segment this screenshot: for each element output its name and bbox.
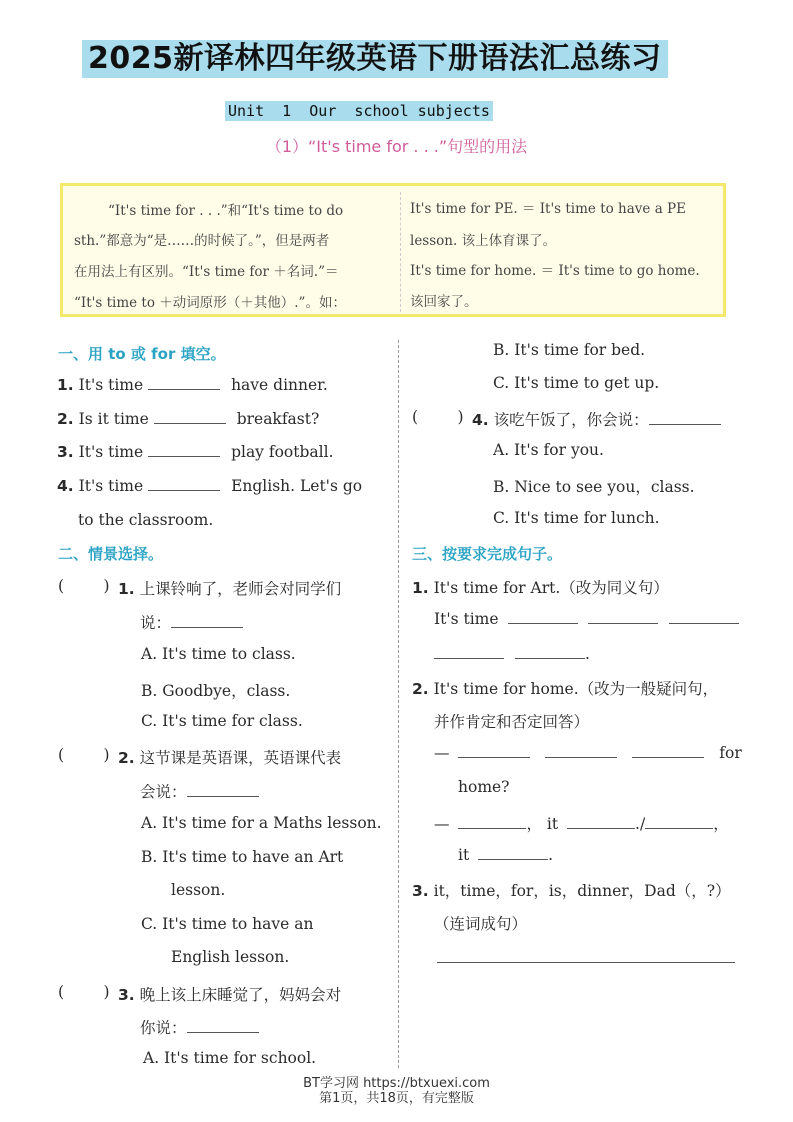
answer-blank[interactable] xyxy=(649,412,721,425)
answer-word: it xyxy=(458,846,470,864)
answer-blank[interactable] xyxy=(187,784,259,797)
answer-blank[interactable] xyxy=(187,1020,259,1033)
punctuation: ， xyxy=(713,815,729,833)
stem-text: 该吃午饭了，你会说： xyxy=(493,411,649,429)
grammar-subtitle: （1）“It's time for . . .”句型的用法 xyxy=(265,137,528,156)
note-left-line: “It's time to ＋动词原形（＋其他）.”。如： xyxy=(74,295,346,311)
answer-line xyxy=(434,812,729,834)
answer-word: it xyxy=(546,815,559,833)
footer-site: BT学习网 https://btxuexi.com xyxy=(303,1076,490,1091)
answer-blank[interactable] xyxy=(148,377,220,390)
reorder-question xyxy=(412,879,731,901)
option-c[interactable]: C. It's time for lunch. xyxy=(493,509,660,527)
option-b[interactable]: B. Nice to see you，class. xyxy=(493,478,695,496)
punctuation: . xyxy=(548,846,554,864)
answer-blank[interactable] xyxy=(458,816,526,829)
note-left-line: 在用法上有区别。“It's time for ＋名词.”＝ xyxy=(74,264,339,280)
answer-paren[interactable]: ( ) xyxy=(58,746,110,764)
answer-paren[interactable]: ( ) xyxy=(58,577,110,595)
answer-blank[interactable] xyxy=(669,611,739,624)
note-right-line: It's time for home. ＝ It's time to go home. xyxy=(410,263,700,279)
fill-in-item xyxy=(57,443,334,461)
choice-question-stem xyxy=(472,408,721,430)
answer-blank[interactable] xyxy=(458,745,530,758)
option-c-cont: English lesson. xyxy=(171,948,290,966)
unit-heading: Unit 1 Our school subjects xyxy=(225,101,493,121)
answer-line xyxy=(434,645,590,663)
note-left-line: sth.”都意为“是……的时候了。”，但是两者 xyxy=(74,233,330,249)
answer-blank[interactable] xyxy=(588,611,658,624)
dash: — xyxy=(434,815,450,833)
answer-blank[interactable] xyxy=(148,444,220,457)
item-number: 3. xyxy=(118,986,135,1004)
item-number: 1. xyxy=(118,580,135,598)
item-number: 3. xyxy=(412,882,429,900)
footer-page-info: 第1页，共18页，有完整版 xyxy=(319,1091,474,1106)
option-b-cont: lesson. xyxy=(171,881,226,899)
item-number: 2. xyxy=(57,410,74,428)
item-text: It's time xyxy=(78,477,144,495)
option-c[interactable]: C. It's time for class. xyxy=(141,712,303,730)
fill-in-item xyxy=(57,477,362,495)
choice-question-stem-cont xyxy=(140,1016,259,1038)
answer-blank[interactable] xyxy=(508,611,578,624)
stem-text: 这节课是英语课，英语课代表 xyxy=(139,749,342,767)
dash: — xyxy=(434,744,450,762)
option-a[interactable]: A. It's for you. xyxy=(493,441,604,459)
choice-question-stem-cont xyxy=(140,780,259,802)
stem-text: 你说： xyxy=(140,1019,187,1037)
item-text: have dinner. xyxy=(231,376,328,394)
rewrite-question xyxy=(412,677,718,699)
item-text: Is it time xyxy=(78,410,149,428)
answer-paren[interactable]: ( ) xyxy=(412,408,464,426)
item-number: 3. xyxy=(57,443,74,461)
section-heading-choice: 二、情景选择。 xyxy=(58,545,164,563)
choice-question-stem xyxy=(118,577,341,599)
option-a[interactable]: A. It's time for a Maths lesson. xyxy=(141,814,382,832)
item-number: 4. xyxy=(472,411,489,429)
item-number: 1. xyxy=(412,579,429,597)
column-divider xyxy=(398,340,399,1068)
note-right-line: It's time for PE. ＝ It's time to have a PE xyxy=(410,201,686,217)
option-a[interactable]: A. It's time to class. xyxy=(141,645,296,663)
question-text: it，time，for，is，dinner，Dad（，?） xyxy=(433,882,731,900)
answer-paren[interactable]: ( ) xyxy=(58,983,110,1001)
answer-word: for xyxy=(719,744,742,762)
question-text: It's time for home.（改为一般疑问句， xyxy=(433,680,719,698)
answer-blank[interactable] xyxy=(515,646,585,659)
answer-blank[interactable] xyxy=(171,615,243,628)
answer-blank[interactable] xyxy=(434,646,504,659)
section-heading-fill-in: 一、用 to 或 for 填空。 xyxy=(58,345,226,363)
answer-blank[interactable] xyxy=(478,847,548,860)
item-number: 2. xyxy=(118,749,135,767)
item-text: breakfast? xyxy=(236,410,320,428)
option-b[interactable]: B. Goodbye，class. xyxy=(141,682,291,700)
question-text-cont: 并作肯定和否定回答） xyxy=(434,713,590,731)
item-continuation: to the classroom. xyxy=(78,511,214,529)
rewrite-question xyxy=(412,576,669,598)
answer-line-long[interactable] xyxy=(437,962,735,963)
stem-text: 上课铃响了，老师会对同学们 xyxy=(139,580,342,598)
choice-question-stem xyxy=(118,746,341,768)
answer-line xyxy=(458,846,553,864)
stem-text: 晚上该上床睡觉了，妈妈会对 xyxy=(139,986,342,1004)
note-right-line: 该回家了。 xyxy=(410,294,478,310)
option-b[interactable]: B. It's time to have an Art xyxy=(141,848,344,866)
option-c[interactable]: C. It's time to have an xyxy=(141,915,314,933)
item-text: play football. xyxy=(231,443,334,461)
answer-blank[interactable] xyxy=(632,745,704,758)
answer-line xyxy=(434,744,742,762)
answer-blank[interactable] xyxy=(567,816,635,829)
option-a[interactable]: A. It's time for school. xyxy=(143,1049,317,1067)
option-c[interactable]: C. It's time to get up. xyxy=(493,374,660,392)
item-number: 2. xyxy=(412,680,429,698)
answer-blank[interactable] xyxy=(545,745,617,758)
answer-word: home? xyxy=(458,778,510,796)
note-right-line: lesson. 该上体育课了。 xyxy=(410,233,557,249)
section-heading-complete: 三、按要求完成句子。 xyxy=(412,545,563,563)
answer-blank[interactable] xyxy=(154,411,226,424)
choice-question-stem xyxy=(118,983,341,1005)
fill-in-item xyxy=(57,410,319,428)
note-divider xyxy=(400,192,401,312)
item-text: It's time xyxy=(78,443,144,461)
answer-prefix: It's time xyxy=(434,610,499,628)
punctuation: ， xyxy=(526,815,542,833)
answer-line xyxy=(434,610,739,628)
stem-text: 会说： xyxy=(140,783,187,801)
item-number: 1. xyxy=(57,376,74,394)
item-text: It's time xyxy=(78,376,144,394)
fill-in-item xyxy=(57,376,328,394)
document-title: 2025新译林四年级英语下册语法汇总练习 xyxy=(82,40,668,78)
answer-blank[interactable] xyxy=(148,478,220,491)
answer-blank[interactable] xyxy=(645,816,713,829)
question-text: It's time for Art.（改为同义句） xyxy=(433,579,669,597)
note-left-line: “It's time for . . .”和“It's time to do xyxy=(108,203,344,219)
stem-text: 说： xyxy=(140,614,172,632)
item-text: English. Let's go xyxy=(231,477,363,495)
punctuation: / xyxy=(639,815,646,833)
option-b[interactable]: B. It's time for bed. xyxy=(493,341,646,359)
question-text-cont: （连词成句） xyxy=(434,915,528,933)
item-number: 4. xyxy=(57,477,74,495)
choice-question-stem-cont xyxy=(140,611,243,633)
punctuation: . xyxy=(635,815,640,833)
punctuation: . xyxy=(584,645,590,663)
